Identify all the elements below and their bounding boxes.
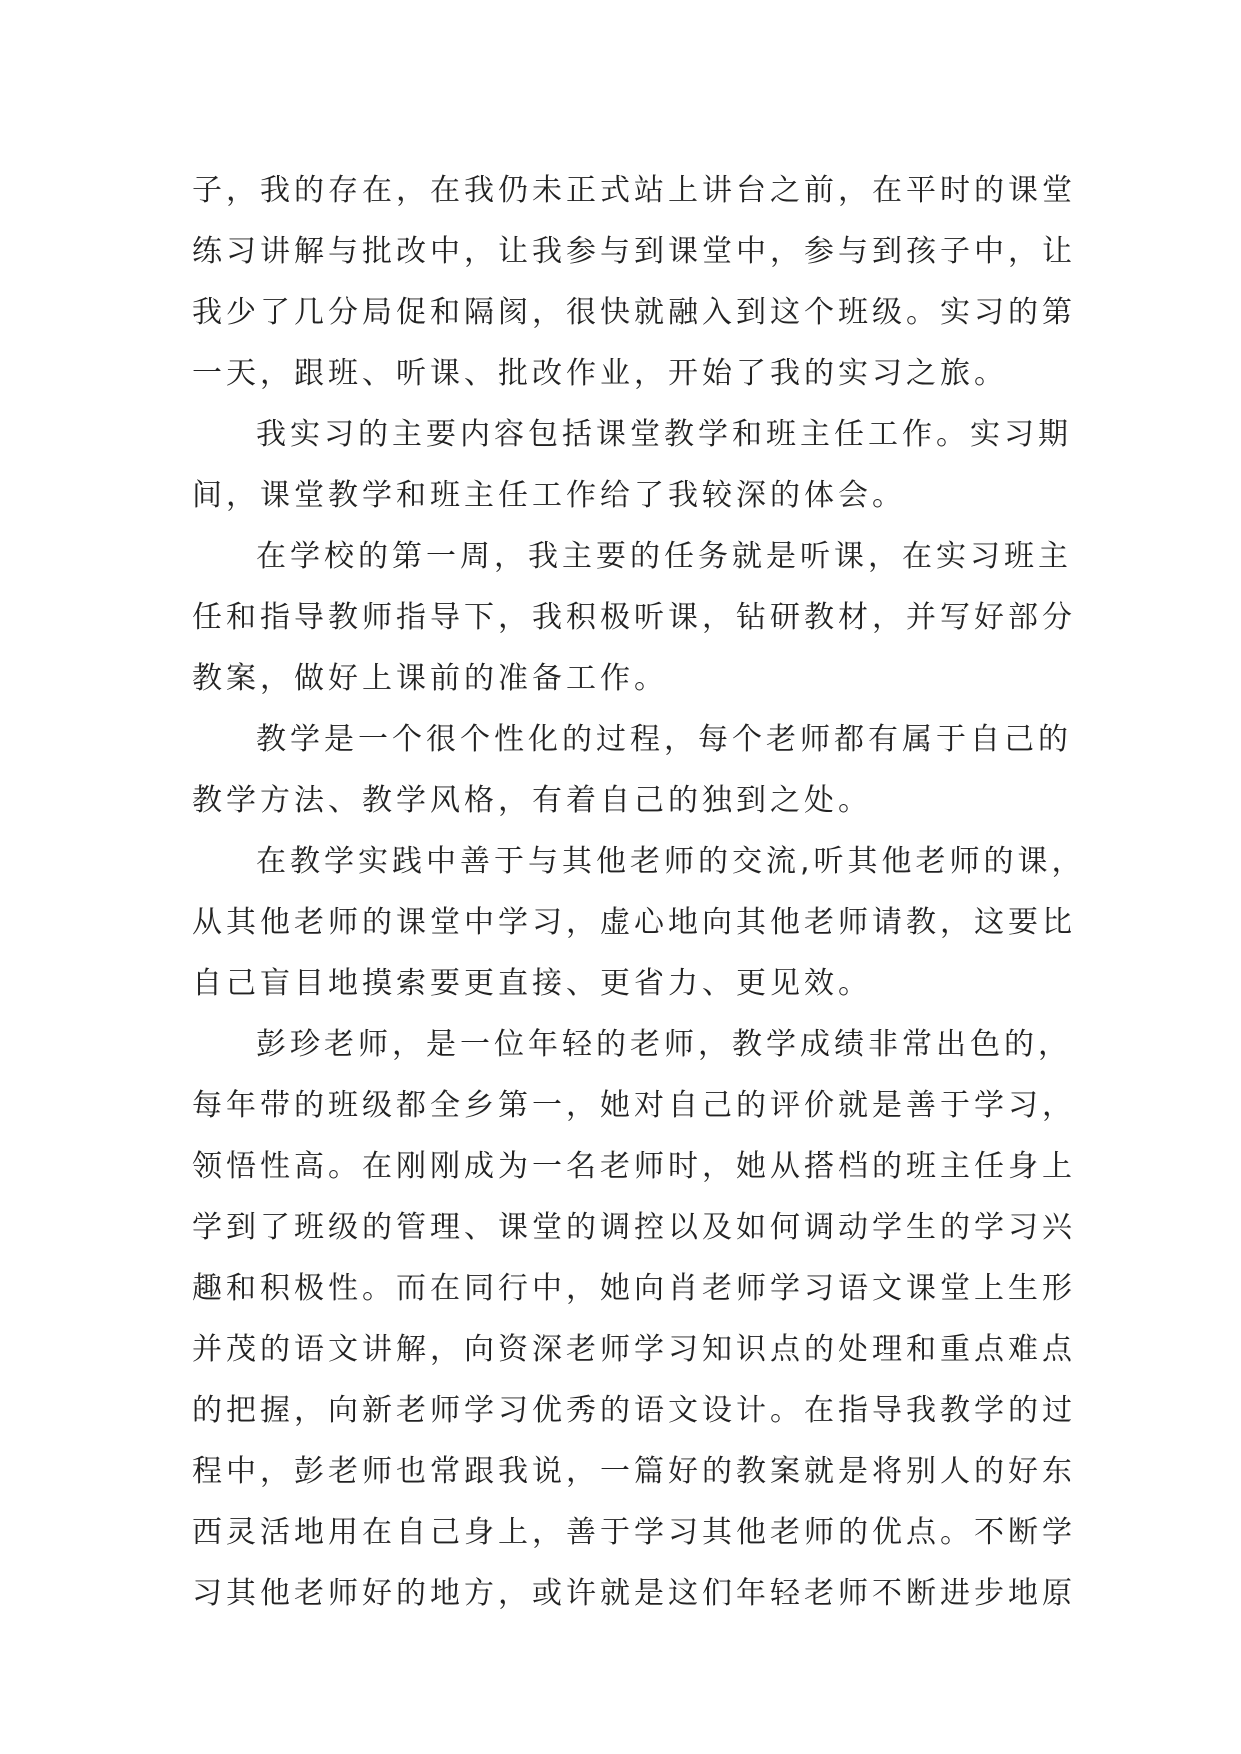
- text-line: 程中，彭老师也常跟我说，一篇好的教案就是将别人的好东: [192, 1454, 1076, 1489]
- text-line: 习其他老师好的地方，或许就是这们年轻老师不断进步地原: [192, 1576, 1076, 1611]
- text-line: 我实习的主要内容包括课堂教学和班主任工作。实习期: [256, 417, 1072, 452]
- text-line: 的把握，向新老师学习优秀的语文设计。在指导我教学的过: [192, 1393, 1076, 1428]
- text-line: 西灵活地用在自己身上，善于学习其他老师的优点。不断学: [192, 1515, 1076, 1550]
- text-line: 在学校的第一周，我主要的任务就是听课，在实习班主: [256, 539, 1072, 574]
- text-line: 学到了班级的管理、课堂的调控以及如何调动学生的学习兴: [192, 1210, 1076, 1245]
- text-line: 任和指导教师指导下，我积极听课，钻研教材，并写好部分: [192, 600, 1076, 635]
- text-line: 间，课堂教学和班主任工作给了我较深的体会。: [192, 478, 906, 513]
- text-line: 我少了几分局促和隔阂，很快就融入到这个班级。实习的第: [192, 295, 1076, 330]
- text-line: 从其他老师的课堂中学习，虚心地向其他老师请教，这要比: [192, 905, 1076, 940]
- text-line: 领悟性高。在刚刚成为一名老师时，她从搭档的班主任身上: [192, 1149, 1076, 1184]
- text-line: 并茂的语文讲解，向资深老师学习知识点的处理和重点难点: [192, 1332, 1076, 1367]
- text-line: 趣和积极性。而在同行中，她向肖老师学习语文课堂上生形: [192, 1271, 1076, 1306]
- text-line: 在教学实践中善于与其他老师的交流,听其他老师的课，: [256, 844, 1086, 879]
- body-text: [192, 160, 1086, 1624]
- text-line: 彭珍老师，是一位年轻的老师，教学成绩非常出色的，: [256, 1027, 1072, 1062]
- text-line: 教学是一个很个性化的过程，每个老师都有属于自己的: [256, 722, 1072, 757]
- text-line: 每年带的班级都全乡第一，她对自己的评价就是善于学习，: [192, 1088, 1076, 1123]
- text-line: 练习讲解与批改中，让我参与到课堂中，参与到孩子中，让: [192, 234, 1076, 269]
- text-line: 教案，做好上课前的准备工作。: [192, 661, 668, 696]
- text-line: 一天，跟班、听课、批改作业，开始了我的实习之旅。: [192, 356, 1008, 391]
- text-line: 自己盲目地摸索要更直接、更省力、更见效。: [192, 966, 872, 1001]
- text-line: 子，我的存在，在我仍未正式站上讲台之前，在平时的课堂: [192, 173, 1076, 208]
- text-line: 教学方法、教学风格，有着自己的独到之处。: [192, 783, 872, 818]
